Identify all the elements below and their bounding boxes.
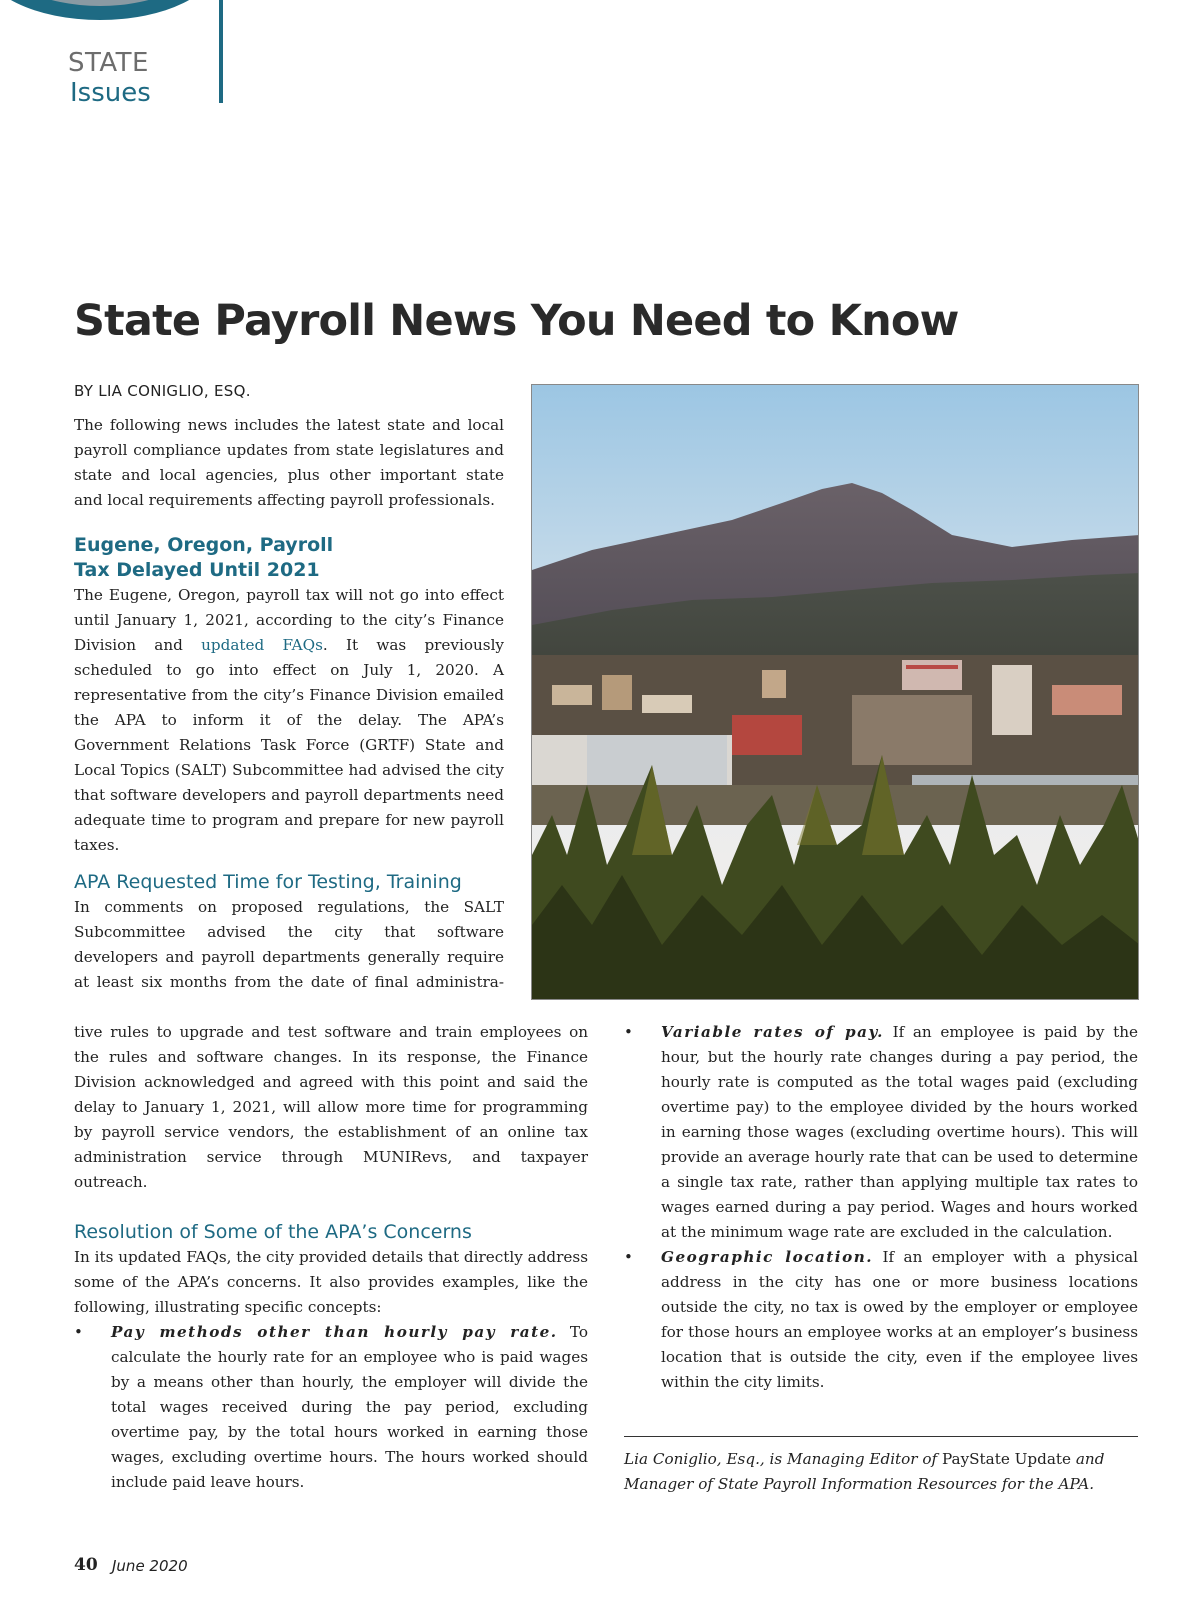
bio-divider [624, 1436, 1138, 1437]
section-tab-arc [0, 0, 222, 22]
section-concerns [74, 1220, 588, 1495]
section-testing [74, 870, 504, 995]
section-concerns-body: In its updated FAQs, the city provided details that directly address some of the APA’s concerns. It also provides examples, like the following, illustrating specific concepts: [74, 1248, 588, 1316]
section-testing-heading: APA Requested Time for Testing, Training [74, 871, 462, 893]
bullet-variable-rates-body: If an employee is paid by the hour, but the hourly rate changes during a pay period, the hourly rate is computed as the total wages paid (excluding overtime pay) to the employee divided by the hours worked in earning those wages (excluding overtime hours). This will provide an average hourly rate that can be used to determine a single tax rate, rather than applying multiple tax rates to wages earned during a pay period. Wages and hours worked at the minimum wage rate are excluded in the calculation. [661, 1023, 1138, 1241]
article-byline: BY LIA CONIGLIO, ESQ. [74, 382, 251, 400]
section-eugene-text-before-link: The Eugene, Oregon, payroll tax will not go into effect until January 1, 2021, according to the city’s Finance Division and [74, 586, 504, 654]
section-tab-rule [219, 0, 223, 103]
bullet-geographic-location [624, 1245, 1138, 1395]
bullet-geographic-location-lead: Geographic location. [661, 1248, 874, 1266]
section-eugene-heading-line2: Tax Delayed Until 2021 [74, 559, 320, 581]
right-column-bullets [624, 1020, 1138, 1395]
bullet-pay-methods [74, 1320, 588, 1495]
author-bio-part1: Lia Coniglio, Esq., is Managing Editor of [624, 1450, 942, 1468]
bullet-dot: • [624, 1248, 633, 1266]
article-intro: The following news includes the latest state and local payroll compliance updates from state legislatures and state and local agencies, plus other important state and local requirements affecting payroll professionals. [74, 416, 504, 509]
bullet-pay-methods-lead: Pay methods other than hourly pay rate. [111, 1323, 558, 1341]
bullet-dot: • [74, 1323, 83, 1341]
eugene-city-photo [531, 384, 1139, 1000]
bullet-dot: • [624, 1023, 633, 1041]
author-bio [624, 1447, 1138, 1497]
section-testing-body-narrow: In comments on proposed regulations, the SALT Subcommittee advised the city that software developers and payroll departments generally require at least six months from the date of final administra- [74, 898, 504, 991]
section-eugene [74, 533, 504, 858]
bullet-variable-rates-lead: Variable rates of pay. [661, 1023, 884, 1041]
bullet-pay-methods-body: To calculate the hourly rate for an employee who is paid wages by a means other than hourly, the employer will divide the total wages received during the pay period, excluding overtime pay, by the total hours worked in earning those wages, excluding overtime hours. The hours worked should include paid leave hours. [111, 1323, 588, 1491]
bullet-geographic-location-body: If an employer with a physical address in the city has one or more business locations outside the city, no tax is owed by the employer or employee for those hours an employee works at an employer’s business location that is outside the city, even if the employee lives within the city limits. [661, 1248, 1138, 1391]
bullet-variable-rates [624, 1020, 1138, 1245]
author-bio-part2: and Manager of State Payroll Information Resources for the APA. [624, 1450, 1105, 1493]
section-eugene-text-after-link: . It was previously scheduled to go into effect on July 1, 2020. A representative from the city’s Finance Division emailed the APA to inform it of the delay. The APA’s Government Relations Task Force (GRTF) State and Local Topics (SALT) Subcommittee had advised the city that software developers and payroll departments need adequate time to program and prepare for new payroll taxes. [74, 636, 505, 854]
section-eugene-heading-line1: Eugene, Oregon, Payroll [74, 534, 334, 556]
section-concerns-heading: Resolution of Some of the APA’s Concerns [74, 1221, 472, 1243]
section-label-state: STATE [68, 48, 149, 78]
section-label-issues: Issues [70, 78, 151, 108]
issue-date: June 2020 [112, 1557, 188, 1575]
article-title: State Payroll News You Need to Know [74, 296, 959, 346]
section-testing-body-wide: tive rules to upgrade and test software and train employees on the rules and software changes. In its response, the Finance Division acknowledged and agreed with this point and said the delay to January 1, 2021, will allow more time for programming by payroll service vendors, the establishment of an online tax administration service through MUNIRevs, and taxpayer outreach. [74, 1023, 588, 1191]
page-number: 40 [74, 1555, 98, 1575]
author-bio-publication: PayState Update [941, 1450, 1072, 1468]
section-eugene-body [74, 583, 504, 858]
updated-faqs-link[interactable]: updated FAQs [201, 636, 323, 654]
